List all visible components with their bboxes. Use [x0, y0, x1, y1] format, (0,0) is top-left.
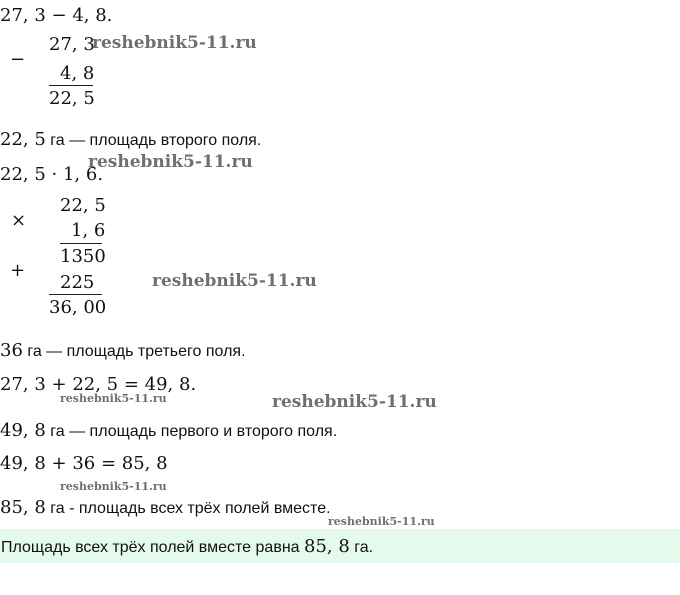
first-second-field-statement	[0, 422, 337, 441]
third-field-statement	[0, 342, 246, 361]
subtraction-rule	[49, 85, 93, 86]
watermark: reshebnik5-11.ru	[152, 271, 317, 291]
minus-sign: −	[10, 49, 26, 70]
subtraction-minuend: 27, 3	[49, 34, 95, 55]
subtraction-subtrahend: 4, 8	[60, 63, 95, 84]
multiplication-factor-1: 22, 5	[60, 195, 106, 216]
third-field-value: 36	[0, 340, 23, 361]
expression-subtraction: 27, 3 − 4, 8.	[0, 5, 113, 26]
sum-rule	[49, 294, 102, 295]
all-fields-statement	[0, 499, 331, 518]
watermark: reshebnik5-11.ru	[60, 480, 167, 493]
answer-suffix: га.	[349, 539, 374, 556]
all-fields-value: 85, 8	[0, 497, 46, 518]
answer-text	[1, 538, 373, 557]
partial-product-1: 1350	[60, 246, 106, 267]
multiplication-factor-2: 1, 6	[71, 220, 106, 241]
watermark: reshebnik5-11.ru	[88, 152, 253, 172]
plus-sign: +	[10, 260, 26, 281]
first-second-field-text: га — площадь первого и второго поля.	[45, 423, 338, 440]
expression-sum-2: 49, 8 + 36 = 85, 8	[0, 453, 168, 474]
subtraction-result: 22, 5	[49, 88, 95, 109]
expression-sum-1: 27, 3 + 22, 5 = 49, 8.	[0, 374, 197, 395]
second-field-text: га — площадь второго поля.	[45, 132, 262, 149]
multiplication-result: 36, 00	[49, 297, 107, 318]
watermark: reshebnik5-11.ru	[92, 33, 257, 53]
second-field-statement	[0, 131, 261, 150]
watermark: reshebnik5-11.ru	[272, 392, 437, 412]
all-fields-text: га - площадь всех трёх полей вместе.	[45, 500, 331, 517]
second-field-value: 22, 5	[0, 129, 46, 150]
answer-prefix: Площадь всех трёх полей вместе равна	[1, 539, 304, 556]
first-second-field-value: 49, 8	[0, 420, 46, 441]
partial-product-2: 225	[60, 272, 95, 293]
multiplication-rule	[60, 243, 102, 244]
multiply-sign: ×	[11, 210, 27, 231]
answer-number: 85, 8	[304, 536, 350, 557]
watermark: reshebnik5-11.ru	[60, 392, 167, 405]
answer-box	[0, 529, 680, 563]
third-field-text: га — площадь третьего поля.	[22, 343, 246, 360]
expression-multiplication: 22, 5 · 1, 6.	[0, 164, 104, 185]
watermark: reshebnik5-11.ru	[328, 515, 435, 528]
